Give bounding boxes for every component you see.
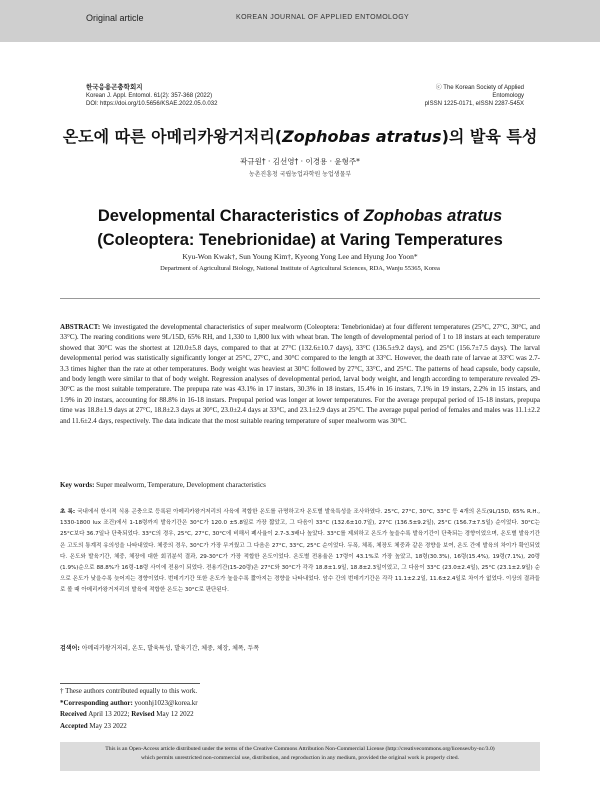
doi[interactable]: DOI: https://doi.org/10.5656/KSAE.2022.05.0.032 [86, 101, 218, 107]
citation: Korean J. Appl. Entomol. 61(2): 357-368 (2022) [86, 93, 213, 99]
journal-header-bar [0, 0, 600, 42]
abstract-text: We investigated the developmental characteristics of super mealworm (Coleoptera: Tenebrionidae) at four different temperatures (25°C, 27°C, 30°C, and 33°C). The rearing conditions were 9L/15D, 65% RH, and 1,330 to 1,800 lux with wheat bran. The length of developmental period of 1 to 18 instars at each temperature showed that 30°C was the shortest at 120.0±5.8 days, compared to that at 27°C (132.6±10.7 days), 33°C (136.5±9.2 days), and 25°C (156.7±7.5 days). The larval developmental period was statistically significantly longer at 25°C, 27°C, and 30°C compared to the length at 33°C. However, the death rate of larvae at 33°C was 2.7-3.3 times higher than the rate at other temperatures. Body weight was heaviest at 30°C followed by 27°C, 33°C, and 25°C. The patterns of head capsule, body capsule, and body length were similar to that of body weight. Regression analyses of developmental period, larval body weight, and length according to temperature revealed 29-30°C as the most suitable temperature. The prepupa rate was 43.1% in 17 instars, 30.3% in 18 instars, 15.4% in 16 instars, 7.1% in 19 instars, 2.2% in 15 instars, and 1.9% in 20 instars, accounting for 88.8% in 16-18 instars. Prepupal period was longer at lower temperatures. For the average prepupal period of 15-18 instars, prepupa time was 18.8±1.9 days at 27°C, 18.8±2.3 days at 30°C, 23.0±2.4 days at 33°C, and 23.1±2.9 days at 25°C. The average pupal period of females and males was 11.1±2.2 and 11.6±2.4 days, respectively. The data indicate that the most suitable rearing temperature of super mealworm was 30°C. [60, 323, 540, 425]
license-box [60, 742, 540, 771]
keywords-kr [60, 644, 540, 654]
license-line-1: This is an Open-Access article distributed under the terms of the Creative Commons Attribution Non-Commercial License (http://creativecommons.org/licenses/by-nc/3.0) [105, 746, 495, 752]
accepted: Accepted May 23 2022 [60, 721, 127, 730]
keywords-kr-text: 아메리카왕거저리, 온도, 발육특성, 발육기간, 체중, 체장, 체폭, 두폭 [81, 645, 260, 652]
copyright-block [404, 84, 524, 108]
article-type: Original article [86, 13, 144, 23]
abstract-kr [60, 507, 540, 597]
title-kr: 온도에 따른 아메리카왕거저리(Zophobas atratus)의 발육 특성 [62, 127, 538, 146]
title-divider [60, 298, 540, 299]
journal-name-kr: 한국응용곤충학회지 [86, 84, 143, 91]
footnotes [60, 686, 540, 732]
equal-contribution-note: † These authors contributed equally to this work. [60, 687, 198, 695]
issn: pISSN 1225-0171, eISSN 2287-545X [424, 101, 524, 107]
abstract-kr-label: 초 록: [60, 509, 76, 515]
authors-kr: 곽규원† · 김선영† · 이경용 · 윤형주* [240, 157, 360, 166]
keywords-en [60, 480, 540, 490]
citation-block [86, 84, 217, 108]
affiliation-en: Department of Agricultural Biology, National Institute of Agricultural Sciences, RDA, Wanju 55365, Korea [160, 265, 440, 272]
corresponding-email[interactable]: yoonhj1023@korea.kr [134, 698, 198, 707]
title-en: Developmental Characteristics of Zophobas atratus (Coleoptera: Tenebrionidae) at Varing Temperatures [97, 207, 503, 249]
received-revised: Received April 13 2022; Revised May 12 2022 [60, 710, 194, 718]
corresponding-author: *Corresponding author: yoonhj1023@korea.kr [60, 698, 198, 707]
keywords-text: Super mealworm, Temperature, Development characteristics [96, 481, 266, 489]
affiliation-kr: 농촌진흥청 국립농업과학원 농업생물부 [248, 171, 352, 178]
license-line-2: which permits unrestricted non-commercial use, distribution, and reproduction in any medium, provided the original work is properly cited. [141, 755, 459, 761]
copyright: ⓒ The Korean Society of Applied Entomology [435, 85, 524, 99]
keywords-kr-label: 검색어: [60, 645, 80, 652]
abstract-en [60, 322, 540, 426]
keywords-label: Key words: [60, 481, 95, 489]
footnote-divider [60, 683, 200, 684]
journal-banner: KOREAN JOURNAL OF APPLIED ENTOMOLOGY [236, 14, 410, 21]
authors-en: Kyu-Won Kwak†, Sun Young Kim†, Kyeong Yong Lee and Hyung Joo Yoon* [182, 252, 418, 261]
abstract-kr-text: 국내에서 한시적 식용 곤충으로 등록된 아메리카왕거저리의 사육에 적합한 온도를 규명하고자 온도별 발육특성을 조사하였다. 25°C, 27°C, 30°C, 33°C 등 4개의 온도(9L/15D, 65% R.H., 1330-1800 lux 조건)에서 1-18령까지 발육기간은 30°C가 120.0 ±5.8일로 가장 짧았고, 그 다음이 33°C (132.6±10.7일), 27°C (136.5±9.2일), 25°C (156.7±7.5일) 순이었다. 30°C는 25°C보다 36.7일나 단축되었다. 33°C의 경우, 25°C, 27°C, 30°C에 비해서 폐사율이 2.7-3.3배나 높았다. 33°C를 제외하고 온도가 높을수록 발육기간이 단축되는 경향이었으며, 온도별 발육기간은 고도의 통계적 유의성을 나타내었다. 체중의 경우, 30°C가 가장 무거웠고 그 다음은 27°C, 33°C, 25°C 순이었다. 두폭, 체폭, 체장도 체중과 같은 경향을 보여, 온도 간에 발육의 차이가 확인되었다. 온도와 발육기간, 체중, 체장에 대한 회귀분석 결과, 29-30°C가 가장 적합한 온도이었다. 온도별 전용율은 17령이 43.1%로 가장 높았고, 18령(30.3%), 16령(15.4%), 19령(7.1%), 20령(1.9%)순으로 88.8%가 16령-18령 사이에 전용이 되었다. 전용기간(15-20령)은 27°C와 30°C가 각각 18.8±1.9일, 18.8±2.3일이었고, 그 다음이 33°C (23.0±2.4일), 25°C (23.1±2.9일) 순으로 온도가 낮을수록 늦어지는 경향이었다. 번데기기간 또한 온도가 높을수록 짧아지는 경향을 나타내었다. 암수 간의 번데기기간은 각각 11.1±2.2일, 11.6±2.4일로 차이가 없었다. 이상의 결과들로 볼 때 아메리카왕거저리의 발육에 적합한 온도는 30°C로 판단된다. [60, 509, 540, 594]
abstract-label: ABSTRACT: [60, 323, 101, 331]
